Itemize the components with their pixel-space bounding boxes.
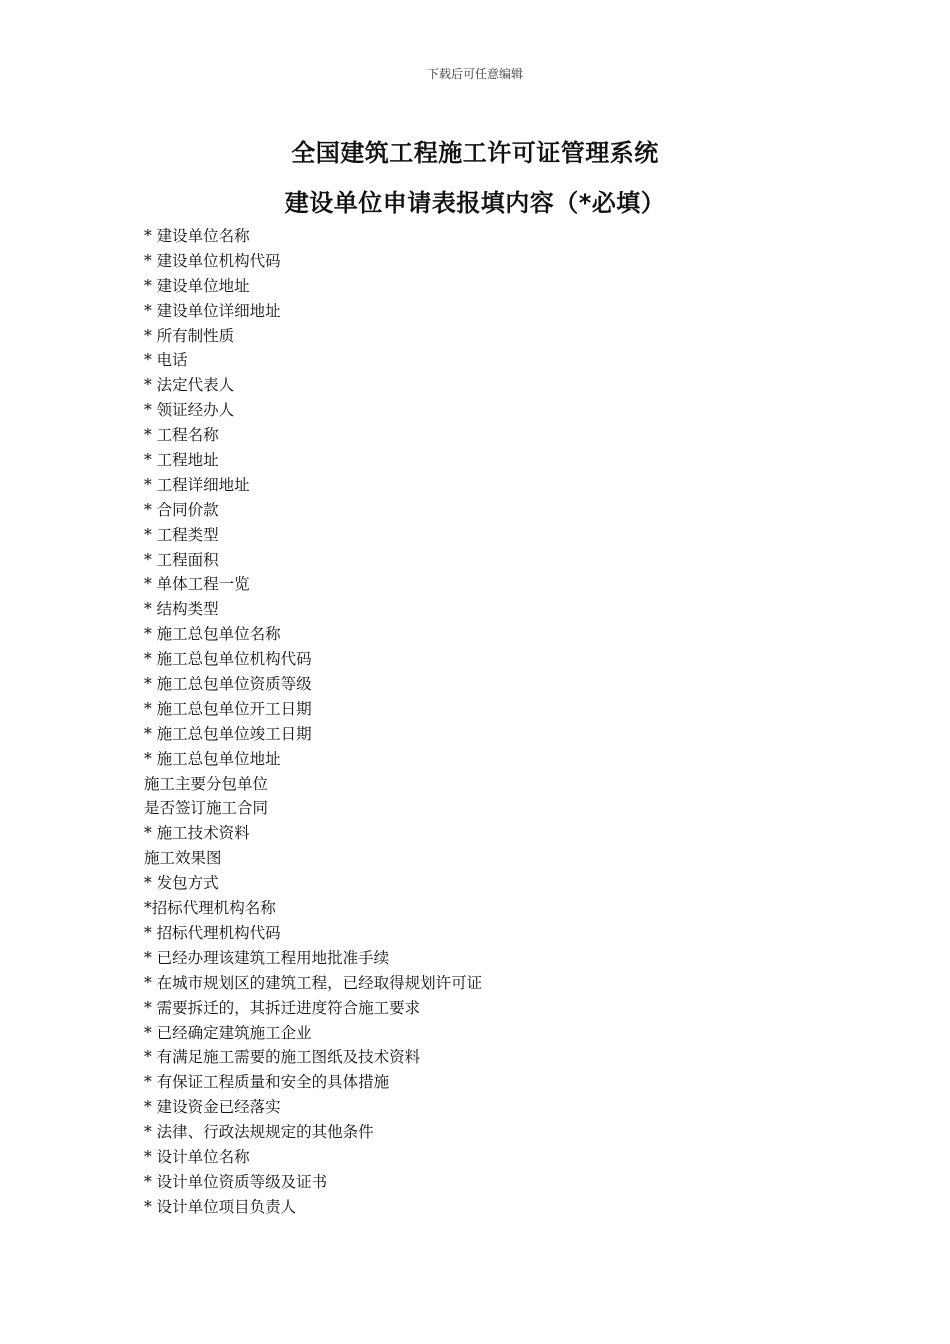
field-item: * 建设资金已经落实 — [144, 1098, 281, 1117]
field-item: * 工程地址 — [144, 451, 219, 470]
field-item: * 发包方式 — [144, 874, 219, 893]
field-item: * 设计单位名称 — [144, 1147, 250, 1166]
field-item: * 结构类型 — [144, 600, 219, 619]
field-item: * 在城市规划区的建筑工程，已经取得规划许可证 — [144, 973, 483, 992]
field-item: * 合同价款 — [144, 500, 219, 519]
field-item: * 施工总包单位机构代码 — [144, 650, 312, 669]
field-item: * 工程类型 — [144, 525, 219, 544]
field-item: * 施工总包单位开工日期 — [144, 699, 312, 718]
field-item: * 建设单位地址 — [144, 276, 250, 295]
field-item: * 需要拆迁的，其拆迁进度符合施工要求 — [144, 998, 421, 1017]
required-field-list — [144, 224, 482, 1220]
field-item: * 已经确定建筑施工企业 — [144, 1023, 312, 1042]
field-item: 施工主要分包单位 — [144, 774, 269, 793]
field-item: * 工程名称 — [144, 426, 219, 445]
field-item: 是否签订施工合同 — [144, 799, 269, 818]
field-item: * 有保证工程质量和安全的具体措施 — [144, 1073, 390, 1092]
field-item: * 建设单位名称 — [144, 227, 250, 245]
field-item: * 工程详细地址 — [144, 475, 250, 494]
field-item: * 有满足施工需要的施工图纸及技术资料 — [144, 1048, 421, 1067]
field-item: *招标代理机构名称 — [144, 899, 276, 918]
header-note: 下载后可任意编辑 — [426, 67, 523, 81]
field-item: * 所有制性质 — [144, 326, 235, 345]
field-item: * 施工总包单位名称 — [144, 625, 281, 644]
field-item: * 设计单位资质等级及证书 — [144, 1172, 328, 1191]
field-item: * 施工技术资料 — [144, 824, 250, 843]
field-item: * 电话 — [144, 351, 188, 370]
field-item: * 建设单位机构代码 — [144, 251, 281, 270]
field-item: * 建设单位详细地址 — [144, 301, 281, 320]
field-item: * 工程面积 — [144, 550, 219, 569]
field-item: * 法定代表人 — [144, 376, 235, 395]
field-item: * 领证经办人 — [144, 401, 235, 420]
field-item: * 施工总包单位资质等级 — [144, 675, 312, 694]
field-item: * 法律、行政法规规定的其他条件 — [144, 1123, 374, 1142]
field-item: * 单体工程一览 — [144, 575, 250, 594]
field-item: * 施工总包单位地址 — [144, 749, 281, 768]
field-item: * 设计单位项目负责人 — [144, 1197, 297, 1216]
document-title: 全国建筑工程施工许可证管理系统 — [291, 139, 659, 167]
field-item: * 施工总包单位竣工日期 — [144, 724, 312, 743]
field-item: 施工效果图 — [144, 849, 222, 868]
field-item: * 招标代理机构代码 — [144, 923, 281, 942]
field-item: * 已经办理该建筑工程用地批准手续 — [144, 948, 390, 967]
document-subtitle: 建设单位申请表报填内容（*必填） — [284, 189, 666, 217]
